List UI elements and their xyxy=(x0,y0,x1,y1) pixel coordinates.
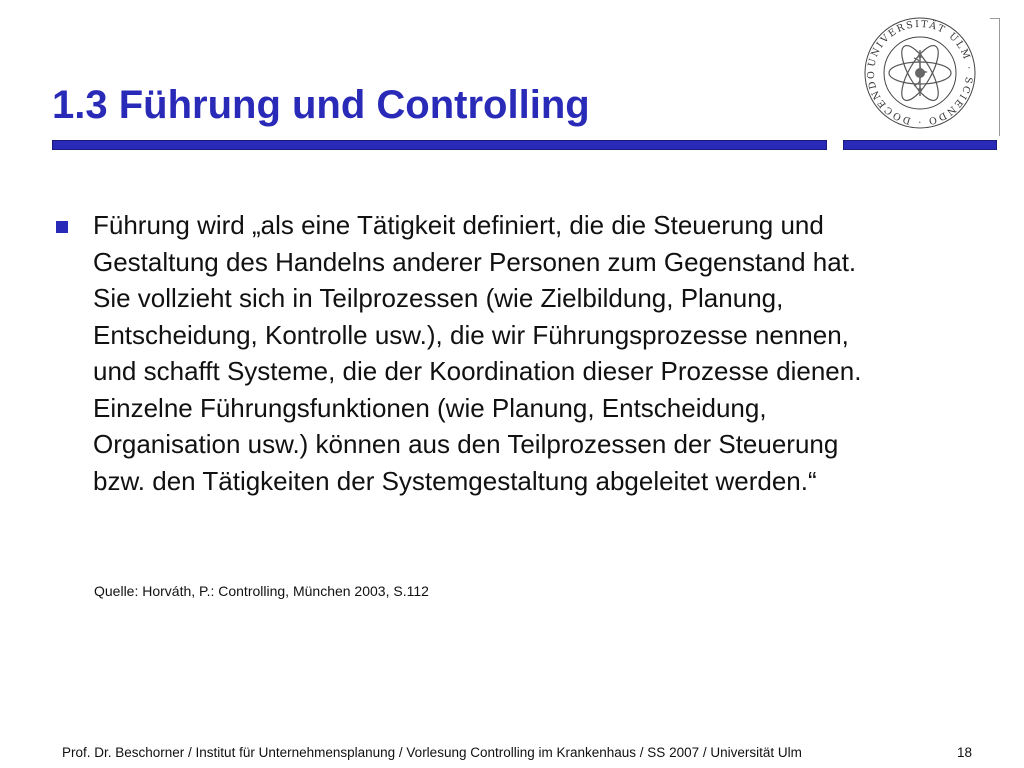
bullet-line: Entscheidung, Kontrolle usw.), die wir Führungsprozesse nennen, xyxy=(93,319,849,350)
bullet-line: bzw. den Tätigkeiten der Systemgestaltung abgeleitet werden.“ xyxy=(93,465,817,496)
bullet-line: Sie vollzieht sich in Teilprozessen (wie Zielbildung, Planung, xyxy=(93,283,784,313)
university-seal-logo xyxy=(840,14,1000,132)
bullet-line: Führung wird „als eine Tätigkeit definiert, die die Steuerung und xyxy=(93,210,824,240)
logo-underline-bar xyxy=(843,140,997,150)
slide-title: 1.3 Führung und Controlling xyxy=(52,83,590,127)
title-underline-bar xyxy=(52,140,827,150)
bullet-line: Organisation usw.) können aus den Teilprozessen der Steuerung xyxy=(93,429,839,459)
bullet-line: und schafft Systeme, die der Koordination dieser Prozesse dienen. xyxy=(93,356,862,386)
page-number: 18 xyxy=(956,745,972,760)
svg-text:UNIVERSITÄT ULM · SCIENDO · DO: UNIVERSITÄT ULM · SCIENDO · DOCENDO xyxy=(865,18,975,128)
bullet-line: Gestaltung des Handelns anderer Personen zum Gegenstand hat. xyxy=(93,246,857,277)
footer-text: Prof. Dr. Beschorner / Institut für Unternehmensplanung / Vorlesung Controlling im Krankenhaus / SS 2007 / Universität Ulm xyxy=(62,745,802,760)
university-seal-icon xyxy=(840,14,1000,132)
bullet-square-icon xyxy=(56,221,68,233)
source-citation: Quelle: Horváth, P.: Controlling, München 2003, S.112 xyxy=(94,583,429,599)
bullet-quote-text xyxy=(93,207,993,499)
bullet-line: Einzelne Führungsfunktionen (wie Planung, Entscheidung, xyxy=(93,392,767,423)
